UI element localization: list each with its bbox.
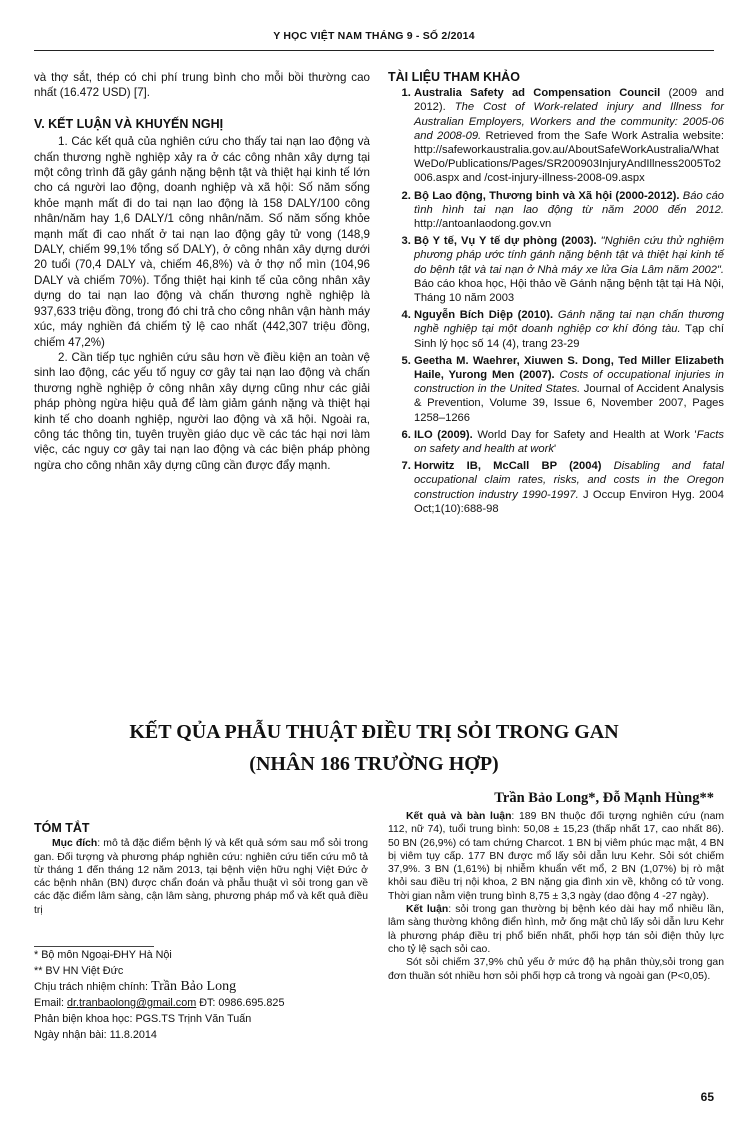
article-title-line-1: KẾT QỦA PHẪU THUẬT ĐIỀU TRỊ SỎI TRONG GAN [129, 721, 619, 743]
affiliation-1: * Bộ môn Ngoại-ĐHY Hà Nội [34, 949, 172, 961]
reference-item [414, 354, 724, 425]
reference-authors: ILO (2009). [414, 428, 473, 441]
reviewer: Phản biện khoa học: PGS.TS Trịnh Văn Tuấn [34, 1013, 252, 1025]
reference-authors: Geetha M. Waehrer, Xiuwen S. Dong, Ted Miller Elizabeth Haile, Yurong Men (2007). [414, 354, 724, 382]
reference-pre: (2009 and 2012). [414, 87, 724, 114]
reference-authors: Australia Safety ad Compensation Council [414, 87, 661, 100]
responsible-label: Chịu trách nhiệm chính: [34, 981, 152, 993]
reference-item [414, 459, 724, 516]
abstract-extra: Sót sỏi chiếm 37,9% chủ yếu ở mức độ hạ phân thùy,sỏi trong gan đơn thuần sót nhiều hơn sỏi phối hợp cả trong và ngoài gan (P<0,05). [388, 957, 724, 982]
abstract-right [388, 810, 724, 983]
reference-title: Gánh nặng tai nạn chấn thương nghề nghiệp tại một doanh nghiệp cơ khí đóng tàu. [414, 309, 724, 336]
abstract-heading: TÓM TẮT [34, 821, 90, 835]
abstract-conclusion [388, 903, 724, 956]
reference-item [414, 86, 724, 185]
purpose-text: : mô tả đặc điểm bệnh lý và kết quả sớm sau mổ sỏi trong gan. Đối tượng và phương pháp nghiên cứu: nghiên cứu tiến cứu mô tả từ tháng 1 đến tháng 12 năm 2013, tại bệnh viện hữu nghị Việt Đức ở các bệnh nhân (BN) được chẩn đoán và phẫu thuật vì sỏi trong gan về các đặc điểm lâm sàng, cận lâm sàng, phương pháp mổ và kết quả điều trị [34, 838, 368, 916]
reference-pre: World Day for Safety and Health at Work ' [472, 428, 697, 441]
reference-authors: Bộ Lao động, Thương binh và Xã hội (2000-2012). [414, 189, 680, 202]
reference-authors: Nguyễn Bích Diệp (2010). [414, 309, 554, 322]
results-label: Kết quả và bàn luận [406, 811, 512, 822]
reference-rest: Tạp chí Sinh lý học số 14 (4), trang 23-29 [414, 323, 724, 350]
responsible-author [34, 979, 368, 995]
reference-rest: Journal of Accident Analysis & Prevention, Volume 39, Issue 6, November 2007, Pages 1258–1266 [414, 383, 724, 424]
affiliation-2: ** BV HN Việt Đức [34, 965, 124, 977]
responsible-name: Trần Bảo Long [151, 979, 237, 994]
email-link[interactable]: dr.tranbaolong@gmail.com [67, 997, 197, 1009]
reference-title: Disabling and fatal occupational claim rates, risks, and costs in the Oregon construction industry 1990-1997. [414, 460, 724, 501]
reference-authors: Bộ Y tế, Vụ Y tế dự phòng (2003). [414, 235, 597, 248]
reference-title: Facts on safety and health at work [414, 428, 724, 456]
references-title: TÀI LIỆU THAM KHẢO [388, 70, 520, 84]
reference-item [414, 308, 724, 351]
reference-title: Costs of occupational injuries in construction in the United States. [414, 369, 725, 396]
reference-item [414, 234, 724, 305]
reference-title: Báo cáo tình hình tai nạn lao động từ năm 2000 đến 2012. [414, 189, 725, 216]
reference-rest: http://antoanlaodong.gov.vn [414, 218, 552, 231]
conclusion-text: : sỏi trong gan thường bị bệnh kéo dài hay mổ nhiều lần, lâm sàng thường không điển hình, mở ống mật chủ lấy sỏi dẫn lưu Kehr là phương pháp điều trị phổ biến nhất, phối hợp tán sỏi điện thủy lực cho tỷ lệ sạch sỏi cao. [388, 904, 724, 955]
abstract-purpose [34, 837, 368, 917]
footnotes [34, 946, 368, 1043]
carryover-paragraph: và thợ sắt, thép có chi phí trung bình cho mỗi bồi thường cao nhất (16.472 USD) [7]. [34, 71, 370, 100]
page-number: 65 [700, 1090, 714, 1104]
conclusion-paragraph-1: 1. Các kết quả của nghiên cứu cho thấy tai nạn lao động và chấn thương nghề nghiệp xảy ra ở các công nhân xây dựng tại một công trình đã gây gánh nặng bệnh tật và thiệt hại kinh tế lớn cho cá người lao động, doanh nghiệp và xã hội: Số năm sống khỏe mạnh mất đi do tai nạn lao động là 158 DALY/100 công nhân/năm hay 1,6 DALY/1 công nhân/năm. Số năm sống khỏe mạnh mất đi cao nhất ở tai nạn lao động gây tử vong (148,9 DALY, chiếm 99,1% tổng số DALY), ở công nhân xây dựng dưới 20 tuổi (70,4 DALY và, chiếm 46,8%) và ở thợ nổ mìn (104,96 DALY và chiếm 70%). Tổng thiệt hại kinh tế của công nhân xây dựng do tai nạn lao động và chấn thương nghề nghiệp là 937,633 triệu đồng, trong đó chi trả cho công nhân vận hành máy xúc, máy nghiền đá chiếm tỷ lệ cao nhất (442,307 triệu đồng, chiếm 47,2%) [34, 135, 370, 349]
reference-title: The Cost of Work-related injury and Illness for Australian Employers, Workers and the community: 2005-06 and 2008-09. [414, 101, 724, 142]
reference-rest: ' [553, 443, 557, 456]
received-date: Ngày nhận bài: 11.8.2014 [34, 1029, 157, 1041]
reference-rest: Báo cáo khoa học, Hội thảo về Gánh nặng bệnh tật tại Hà Nội, Tháng 10 năm 2003 [414, 277, 724, 305]
references-list [388, 86, 724, 516]
reference-pre [601, 460, 613, 472]
reference-rest: Retrieved from the Safe Work Astralia website: http://safeworkaustralia.gov.au/AboutSafeWorkAustralia/WhatWeDo/Publications/Pages/SR200903InjuryAndIllness2005To2006.aspx and /cost-injury-illness-2008-09.aspx [414, 129, 724, 185]
reference-title: "Nghiên cứu thử nghiệm phương pháp ước tính gánh nặng bệnh tật và thiệt hại kinh tế do bệnh tật và tai nạn ở Nhà máy xe lửa Gia Lâm năm 2002". [414, 235, 724, 276]
left-column [34, 70, 370, 473]
conclusion-label: Kết luận [406, 904, 449, 916]
running-title: Y HỌC VIỆT NAM THÁNG 9 - SỐ 2/2014 [273, 30, 475, 42]
reference-item [414, 428, 724, 456]
reference-authors: Horwitz IB, McCall BP (2004) [414, 460, 602, 473]
email-label: Email: [34, 997, 67, 1009]
section-title-conclusions: V. KẾT LUẬN VÀ KHUYẾN NGHỊ [34, 116, 224, 131]
conclusion-paragraph-2: 2. Cần tiếp tục nghiên cứu sâu hơn về điều kiện an toàn vệ sinh lao động, các yếu tố nguy cơ gây tai nạn lao động và chấn thương nghề nghiệp ở công nhân xây dựng cũng như các giải pháp phòng ngừa hiệu quả để làm giảm gánh nặng và thiệt hại kinh tế cho doanh nghiệp, người lao động và xã hội. Ngoài ra, công tác thông tin, tuyên truyền giáo dục về các tác hại nơi làm việc, các nguy cơ gây tai nạn lao động và các biện pháp phòng ngừa cho công nhân xây dựng cũng cần được đẩy mạnh. [34, 350, 370, 472]
purpose-label: Mục đích [52, 838, 98, 850]
abstract-left [34, 822, 368, 917]
reference-rest: J Occup Environ Hyg. 2004 Oct;1(10):688-98 [414, 488, 724, 515]
article-authors: Trần Bảo Long*, Đỗ Mạnh Hùng** [494, 790, 714, 806]
running-header [34, 30, 714, 51]
article-title-line-2: (NHÂN 186 TRƯỜNG HỢP) [249, 753, 499, 775]
article-title [34, 716, 714, 780]
contact-line [34, 995, 368, 1011]
phone-text: ĐT: 0986.695.825 [196, 997, 285, 1009]
results-text: : 189 BN thuộc đối tượng nghiên cứu (nam 112, nữ 74), tuổi trung bình: 50,08 ± 15,23 (thấp nhất 17, cao nhất 86). 50 BN (26,9%) có tam chứng Charcot. 1 BN bị viêm phúc mạc mật, 4 BN bị viêm tụy cấp. 177 BN được mổ lấy sỏi dẫn lưu Kehr. Sỏi sót chiếm 37,9%. 3 BN (1,61%) bị nhiễm khuẩn vết mổ, 2 BN (1,07%) bị rò mật khỏi sau điều trị nội khoa, 2 BN nặng gia đình xin về, không có tử vong. Thời gian nằm viện trung bình 8,75 ± 3,3 ngày (dao động 4 -27 ngày). [388, 811, 724, 902]
references-column [388, 70, 724, 519]
reference-item [414, 189, 724, 232]
abstract-results [388, 810, 724, 903]
